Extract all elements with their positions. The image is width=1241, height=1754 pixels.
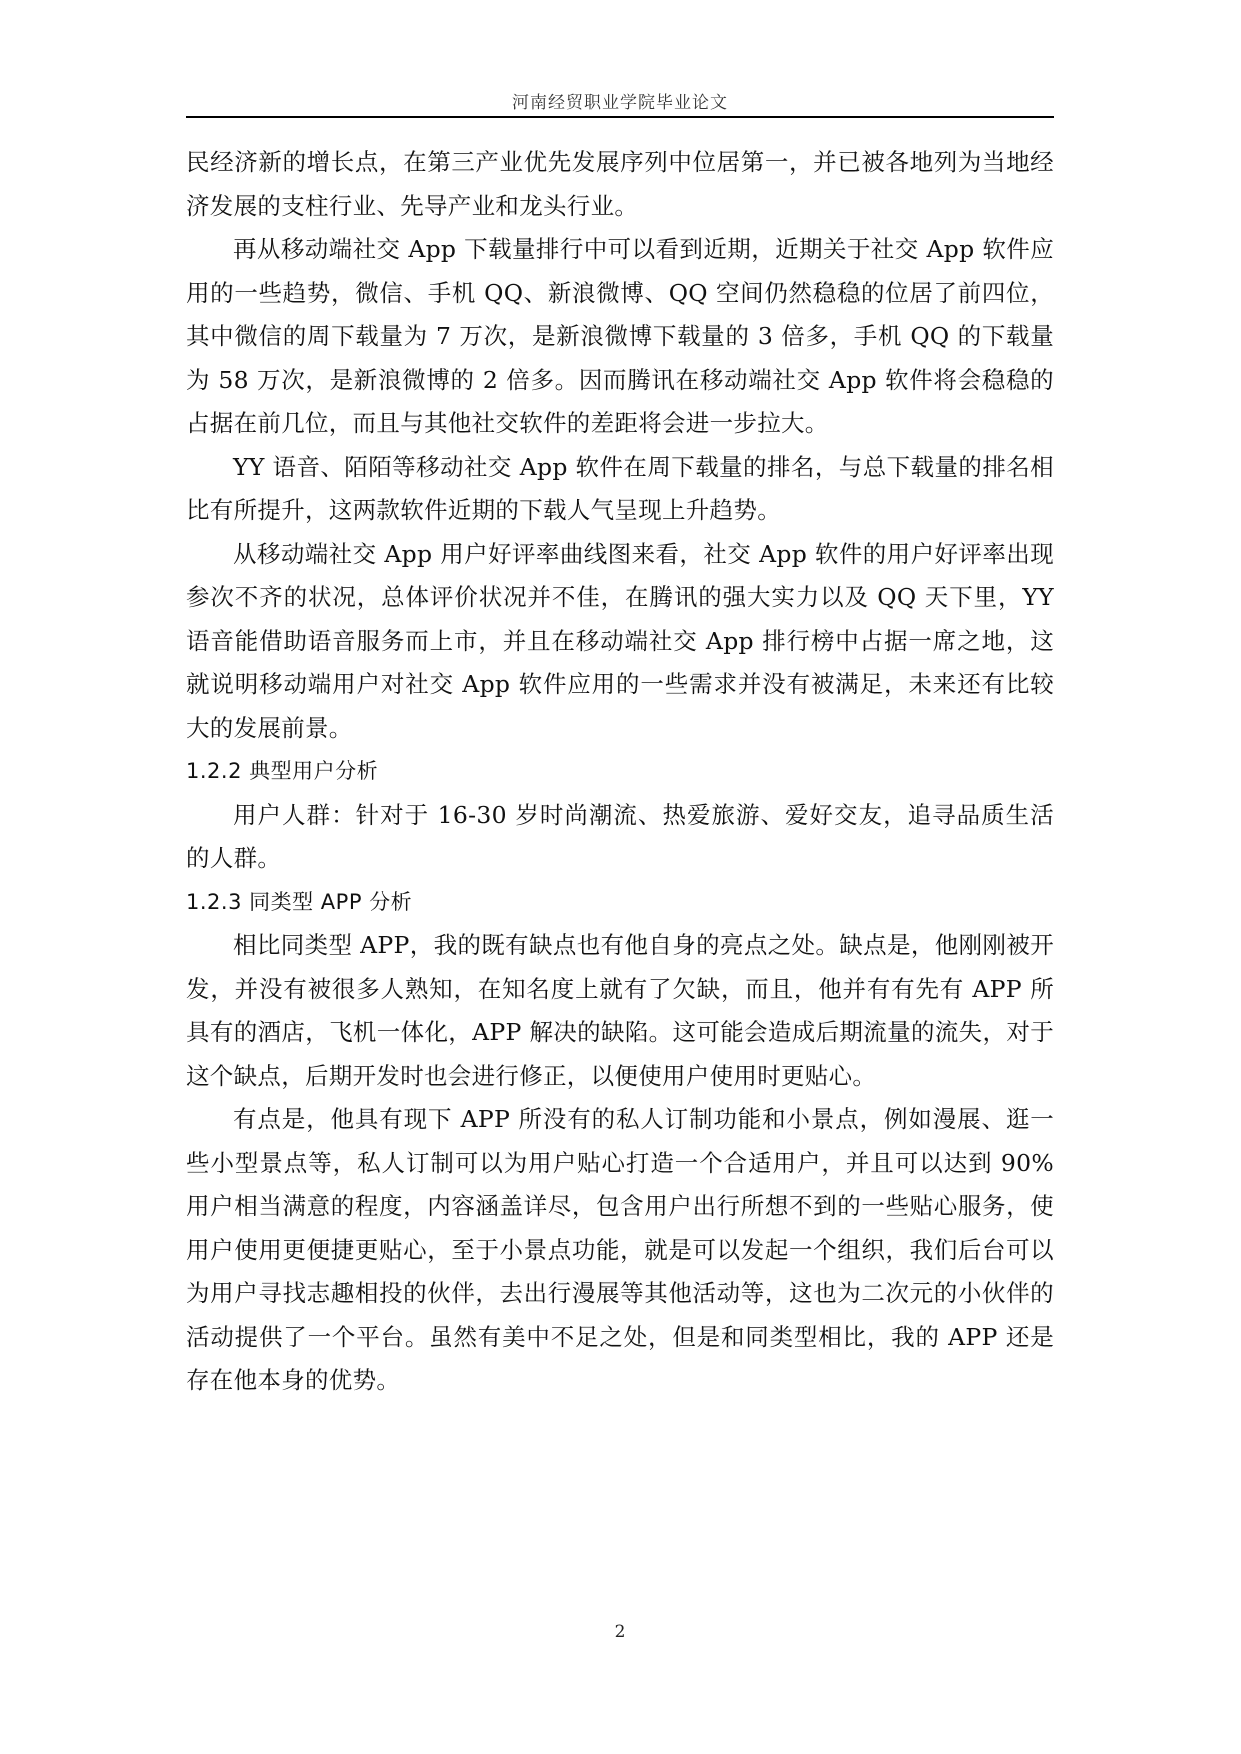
paragraph-strengths: 有点是，他具有现下 APP 所没有的私人订制功能和小景点，例如漫展、逛一些小型景点等，私人订制可以为用户贴心打造一个合适用户，并且可以达到 90%用户相当满意的程度，内容涵盖详尽，包含用户出行所想不到的一些贴心服务，使用户使用更便捷更贴心，至于小景点功能，就是可以发起一个组织，我们后台可以为用户寻找志趣相投的伙伴，去出行漫展等其他活动等，这也为二次元的小伙伴的活动提供了一个平台。虽然有美中不足之处，但是和同类型相比，我的 APP 还是存在他本身的优势。	[186, 1105, 1054, 1394]
paragraph-user-group: 用户人群：针对于 16-30 岁时尚潮流、热爱旅游、爱好交友，追寻品质生活的人群。	[186, 800, 1054, 872]
paragraph-rating-curve: 从移动端社交 App 用户好评率曲线图来看，社交 App 软件的用户好评率出现参次不齐的状况，总体评价状况并不佳，在腾讯的强大实力以及 QQ 天下里，YY 语音能借助语音服务而上市，并且在移动端社交 App 排行榜中占据一席之地，这就说明移动端用户对社交 App 软件应用的一些需求并没有被满足，未来还有比较大的发展前景。	[186, 539, 1054, 742]
document-body	[186, 141, 1054, 1403]
section-heading-similar-apps: 1.2.3 同类型 APP 分析	[186, 889, 413, 914]
paragraph-weaknesses: 相比同类型 APP，我的既有缺点也有他自身的亮点之处。缺点是，他刚刚被开发，并没有被很多人熟知，在知名度上就有了欠缺，而且，他并有有先有 APP 所具有的酒店，飞机一体化，APP 解决的缺陷。这可能会造成后期流量的流失，对于这个缺点，后期开发时也会进行修正，以便使用户使用时更贴心。	[186, 931, 1054, 1090]
paragraph-download-ranking: 再从移动端社交 App 下载量排行中可以看到近期，近期关于社交 App 软件应用的一些趋势，微信、手机 QQ、新浪微博、QQ 空间仍然稳稳的位居了前四位，其中微信的周下载量为 7 万次，是新浪微博下载量的 3 倍多，手机 QQ 的下载量为 58 万次，是新浪微博的 2 倍多。因而腾讯在移动端社交 App 软件将会稳稳的占据在前几位，而且与其他社交软件的差距将会进一步拉大。	[186, 235, 1054, 437]
section-heading-typical-users: 1.2.2 典型用户分析	[186, 759, 379, 783]
header-divider	[186, 116, 1054, 118]
page-header-title: 河南经贸职业学院毕业论文	[512, 93, 728, 113]
page-number: 2	[614, 1622, 626, 1642]
paragraph-yy-momo: YY 语音、陌陌等移动社交 App 软件在周下载量的排名，与总下载量的排名相比有所提升，这两款软件近期的下载人气呈现上升趋势。	[186, 452, 1054, 524]
paragraph-continued: 民经济新的增长点，在第三产业优先发展序列中位居第一，并已被各地列为当地经济发展的支柱行业、先导产业和龙头行业。	[186, 148, 1054, 220]
